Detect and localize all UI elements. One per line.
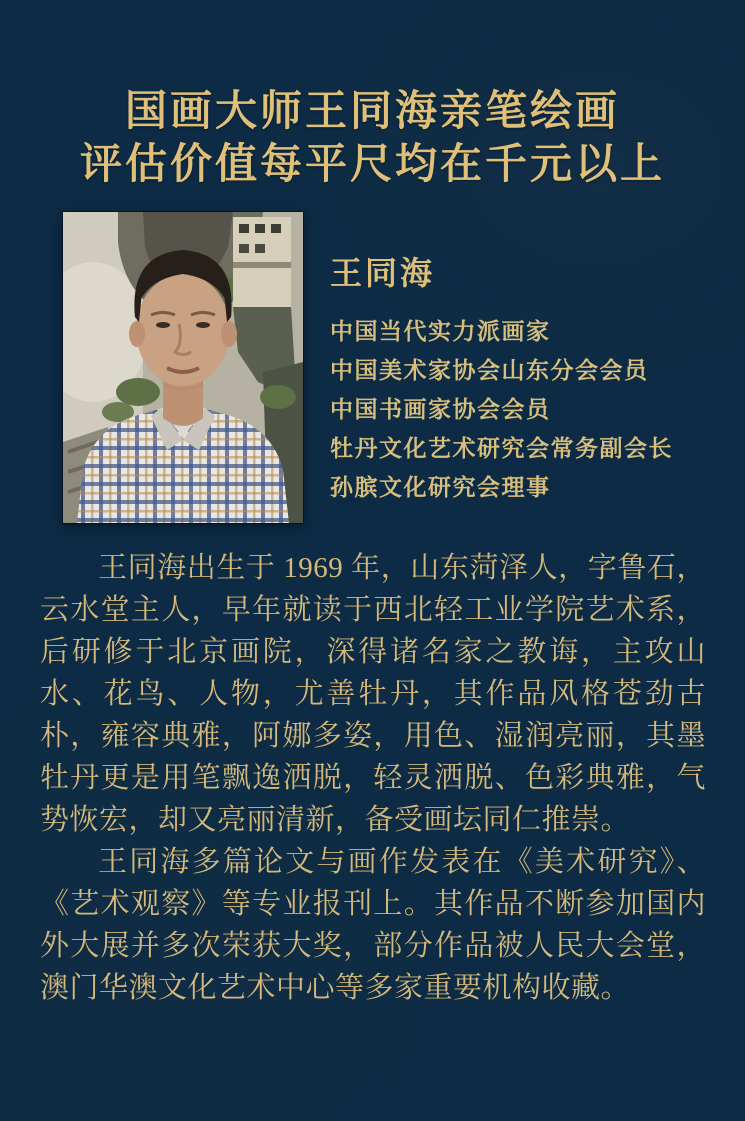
title-line-1: 国画大师王同海亲笔绘画	[124, 87, 620, 134]
artist-name: 王同海	[330, 255, 436, 291]
artist-photo-illustration	[63, 212, 303, 523]
credential-item: 牡丹文化艺术研究会常务副会长	[330, 435, 673, 461]
credential-item: 中国书画家协会会员	[330, 396, 551, 422]
bio-paragraph-2: 王同海多篇论文与画作发表在《美术研究》、《艺术观察》等专业报刊上。其作品不断参加国内外大展并多次荣获大奖，部分作品被人民大会堂，澳门华澳文化艺术中心等多家重要机构收藏。	[40, 846, 706, 1004]
credential-item: 中国美术家协会山东分会会员	[330, 357, 649, 383]
credential-item: 孙膑文化研究会理事	[330, 474, 551, 500]
bio-paragraph-1: 王同海出生于 1969 年，山东菏泽人，字鲁石，云水堂主人，早年就读于西北轻工业学院艺术系，后研修于北京画院，深得诸名家之教诲，主攻山水、花鸟、人物，尤善牡丹，其作品风格苍劲古朴，雍容典雅，阿娜多姿，用色、湿润亮丽，其墨牡丹更是用笔飘逸洒脱，轻灵洒脱、色彩典雅，气势恢宏，却又亮丽清新，备受画坛同仁推崇。	[40, 552, 706, 836]
credential-item: 中国当代实力派画家	[330, 318, 551, 344]
page-title	[0, 84, 745, 190]
artist-photo	[63, 212, 303, 523]
profile-info	[330, 248, 730, 507]
biography-section	[40, 547, 706, 1009]
title-line-2: 评估价值每平尺均在千元以上	[79, 140, 665, 187]
